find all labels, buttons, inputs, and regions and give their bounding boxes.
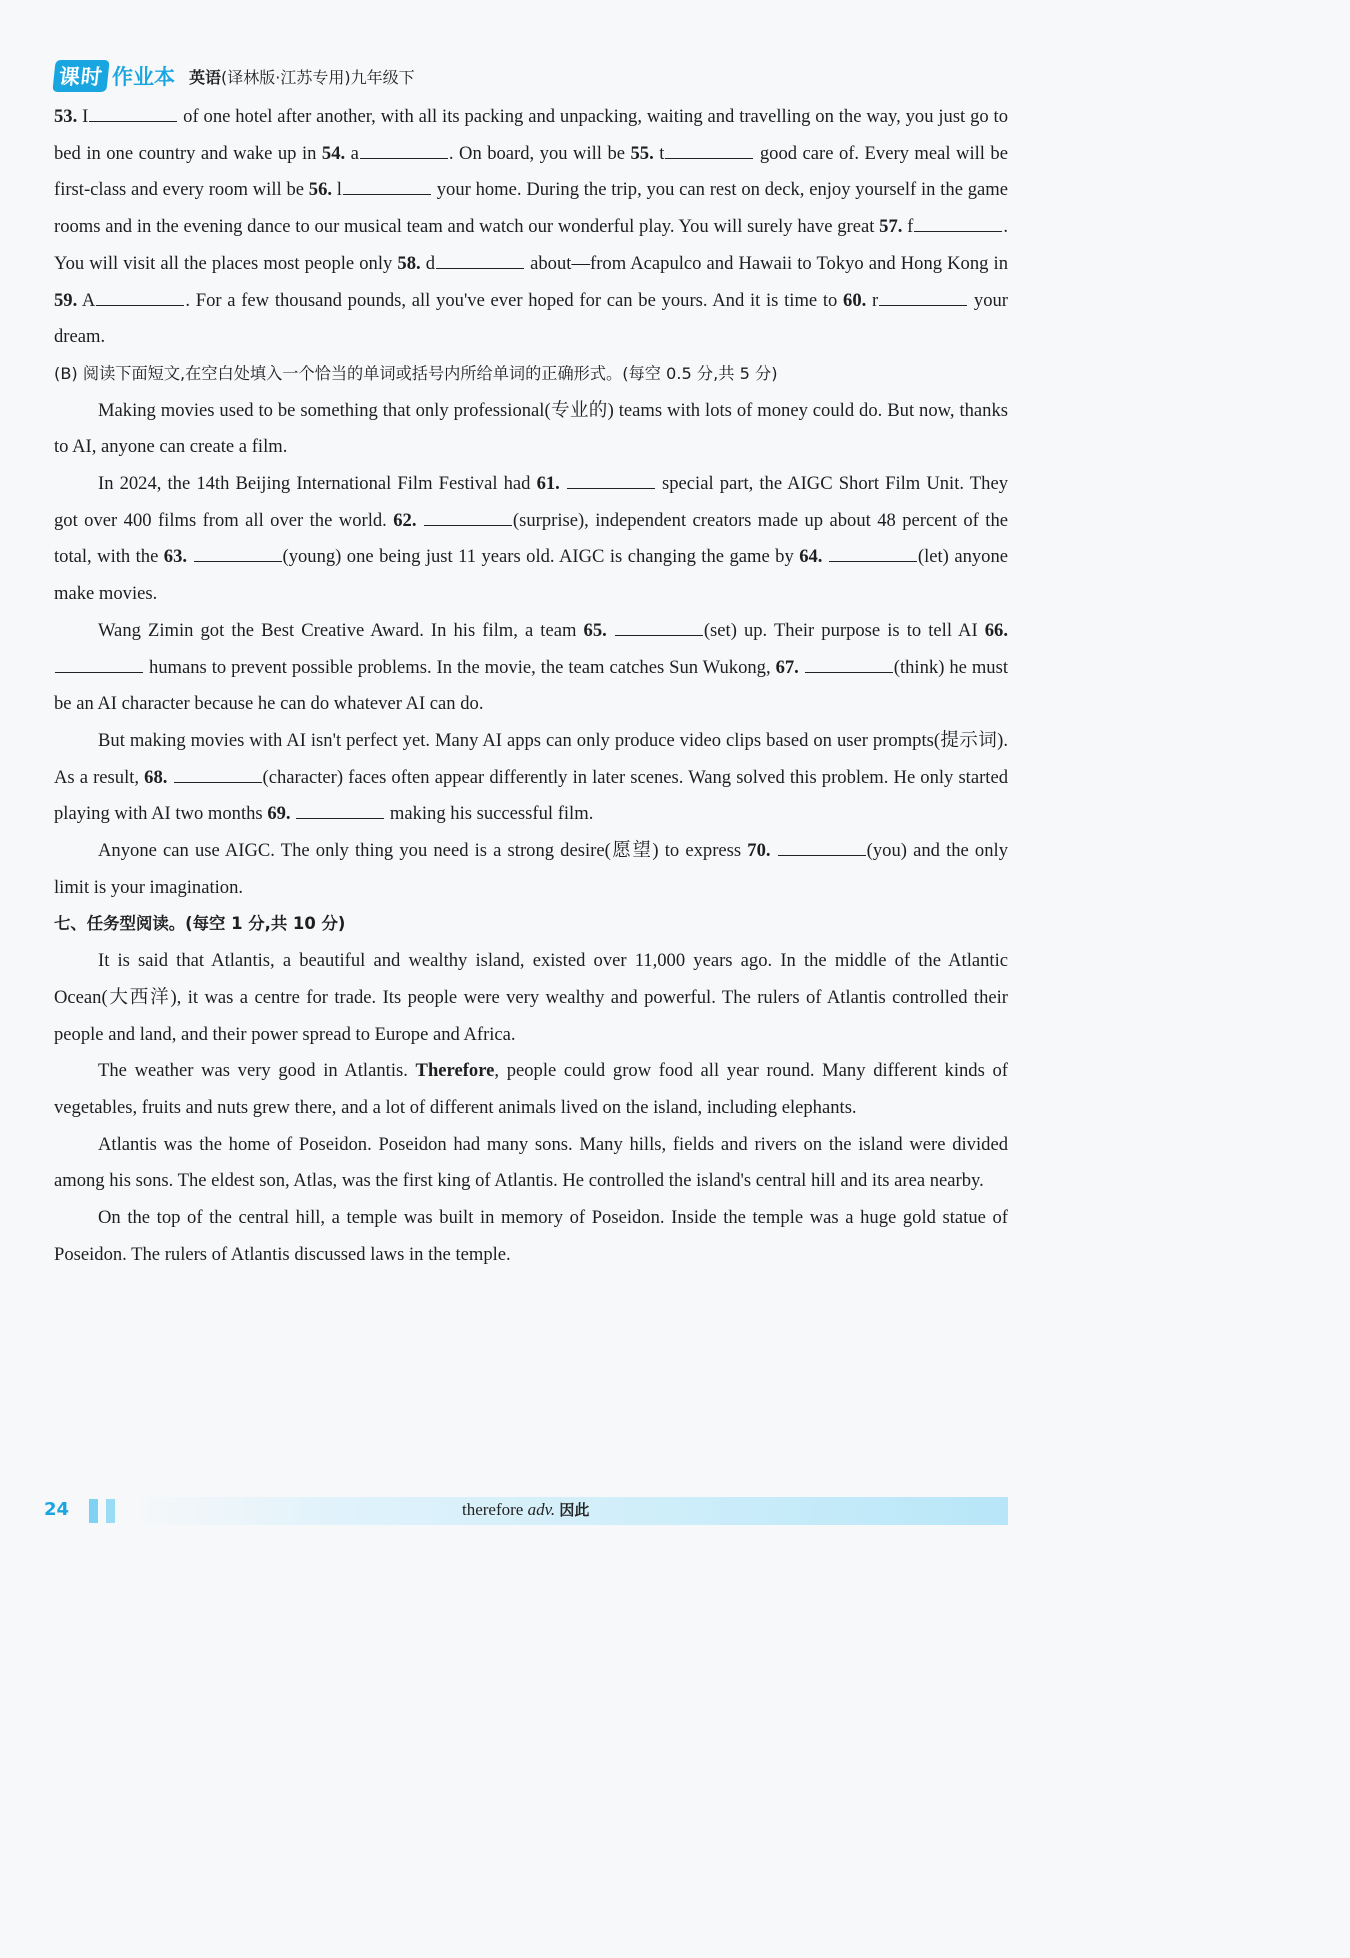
answer-blank[interactable]: [914, 212, 1002, 233]
brand-logo: [54, 60, 175, 92]
answer-blank[interactable]: [615, 615, 703, 636]
answer-blank[interactable]: [567, 469, 655, 490]
subject-name: 英语: [189, 67, 222, 87]
logo-text: 作业本: [112, 65, 175, 89]
section-b-paragraph-2: In 2024, the 14th Beijing International Film Festival had 61. special part, the AIGC Short Film Unit. They got over 400 films from all over the world. 62. (surprise), independent creators made up about 48 percent of the total, with the 63. (young) one being just 11 years old. AIGC is changing the game by 64. (let) anyone make movies.: [54, 466, 1008, 613]
logo-box: 课时: [52, 60, 109, 92]
gloss-part-of-speech: adv.: [527, 1500, 556, 1519]
section-b-instructions: (B) 阅读下面短文,在空白处填入一个恰当的单词或括号内所给单词的正确形式。(每空 0.5 分,共 5 分): [54, 363, 778, 383]
question-number: 67.: [775, 656, 799, 678]
section-b-paragraph-1: Making movies used to be something that only professional(专业的) teams with lots of money could do. But now, thanks to AI, anyone can create a film.: [54, 399, 1008, 458]
section-b-paragraph-3: Wang Zimin got the Best Creative Award. In his film, a team 65. (set) up. Their purpose is to tell AI 66. humans to prevent possible problems. In the movie, the team catches Sun Wukong, 67. (think) he must be an AI character because he can do whatever AI can do.: [54, 613, 1008, 723]
question-number: 70.: [747, 840, 771, 862]
question-number: 62.: [393, 509, 417, 531]
question-number: 58.: [397, 252, 421, 274]
question-number: 60.: [843, 289, 867, 311]
page-header: [54, 58, 415, 94]
answer-blank[interactable]: [879, 285, 967, 306]
question-number: 55.: [630, 142, 654, 164]
subject-edition: (译林版·江苏专用)九年级下: [221, 67, 415, 87]
question-number: 53.: [54, 106, 78, 127]
answer-blank[interactable]: [778, 836, 866, 857]
answer-blank[interactable]: [343, 175, 431, 196]
question-number: 68.: [144, 766, 168, 788]
page-number: 24: [44, 1499, 70, 1520]
atlantis-paragraph-2: The weather was very good in Atlantis. Therefore, people could grow food all year round. Many different kinds of vegetables, fruits and nuts grew there, and a lot of different animals lived on the island, including elephants.: [54, 1060, 1008, 1118]
gloss-meaning: 因此: [559, 1501, 590, 1519]
answer-blank[interactable]: [360, 138, 448, 159]
footer-bar-decoration: [106, 1499, 115, 1523]
answer-blank[interactable]: [296, 799, 384, 820]
bold-keyword: Therefore: [415, 1060, 495, 1082]
answer-blank[interactable]: [805, 652, 893, 673]
answer-blank[interactable]: [96, 285, 184, 306]
question-number: 54.: [321, 142, 346, 164]
atlantis-paragraph-4: On the top of the central hill, a temple was built in memory of Poseidon. Inside the temple was a huge gold statue of Poseidon. The rulers of Atlantis discussed laws in the temple.: [54, 1207, 1008, 1265]
question-number: 65.: [583, 619, 607, 641]
answer-blank[interactable]: [436, 248, 524, 269]
page-footer: [44, 1497, 1008, 1527]
question-number: 61.: [536, 473, 560, 495]
footer-bar-decoration: [89, 1499, 98, 1523]
subject-title: [189, 65, 415, 88]
question-number: 66.: [984, 619, 1008, 641]
answer-blank[interactable]: [194, 542, 282, 563]
answer-blank[interactable]: [89, 101, 177, 122]
answer-blank[interactable]: [55, 652, 143, 673]
part-a-paragraph: 53. I of one hotel after another, with all its packing and unpacking, waiting and travelling on the way, you just go to bed in one country and wake up in 54. a . On board, you will be 55. t good care of. Every meal will be first-class and every room will be 56. l your home. During the trip, you can rest on deck, enjoy yourself in the game rooms and in the evening dance to our musical team and watch our wonderful play. You will surely have great 57. f . You will visit all the places most people only 58. d about—from Acapulco and Hawaii to Tokyo and Hong Kong in 59. A . For a few thousand pounds, all you've ever hoped for can be yours. And it is time to 60. r your dream.: [54, 99, 1008, 356]
vocabulary-gloss: [462, 1499, 589, 1520]
section-7-heading: 七、任务型阅读。(每空 1 分,共 10 分): [54, 914, 346, 934]
question-number: 57.: [879, 216, 903, 238]
question-number: 63.: [163, 546, 188, 568]
question-number: 64.: [799, 546, 823, 568]
section-b-paragraph-5: Anyone can use AIGC. The only thing you need is a strong desire(愿望) to express 70. (you) and the only limit is your imagination.: [54, 833, 1008, 906]
atlantis-paragraph-1: It is said that Atlantis, a beautiful and wealthy island, existed over 11,000 years ago. In the middle of the Atlantic Ocean(大西洋), it was a centre for trade. Its people were very wealthy and powerful. The rulers of Atlantis controlled their people and land, and their power spread to Europe and Africa.: [54, 950, 1008, 1045]
question-number: 59.: [54, 289, 78, 311]
question-number: 69.: [267, 803, 291, 825]
question-number: 56.: [308, 179, 333, 201]
section-b-paragraph-4: But making movies with AI isn't perfect yet. Many AI apps can only produce video clips based on user prompts(提示词). As a result, 68. (character) faces often appear differently in later scenes. Wang solved this problem. He only started playing with AI two months 69. making his successful film.: [54, 729, 1009, 825]
page-content: [54, 99, 1008, 1274]
answer-blank[interactable]: [424, 505, 512, 526]
answer-blank[interactable]: [174, 762, 262, 783]
gloss-word: therefore: [462, 1500, 528, 1519]
answer-blank[interactable]: [665, 138, 753, 159]
atlantis-paragraph-3: Atlantis was the home of Poseidon. Poseidon had many sons. Many hills, fields and rivers on the island were divided among his sons. The eldest son, Atlas, was the first king of Atlantis. He controlled the island's central hill and its area nearby.: [54, 1133, 1008, 1192]
answer-blank[interactable]: [829, 542, 917, 563]
